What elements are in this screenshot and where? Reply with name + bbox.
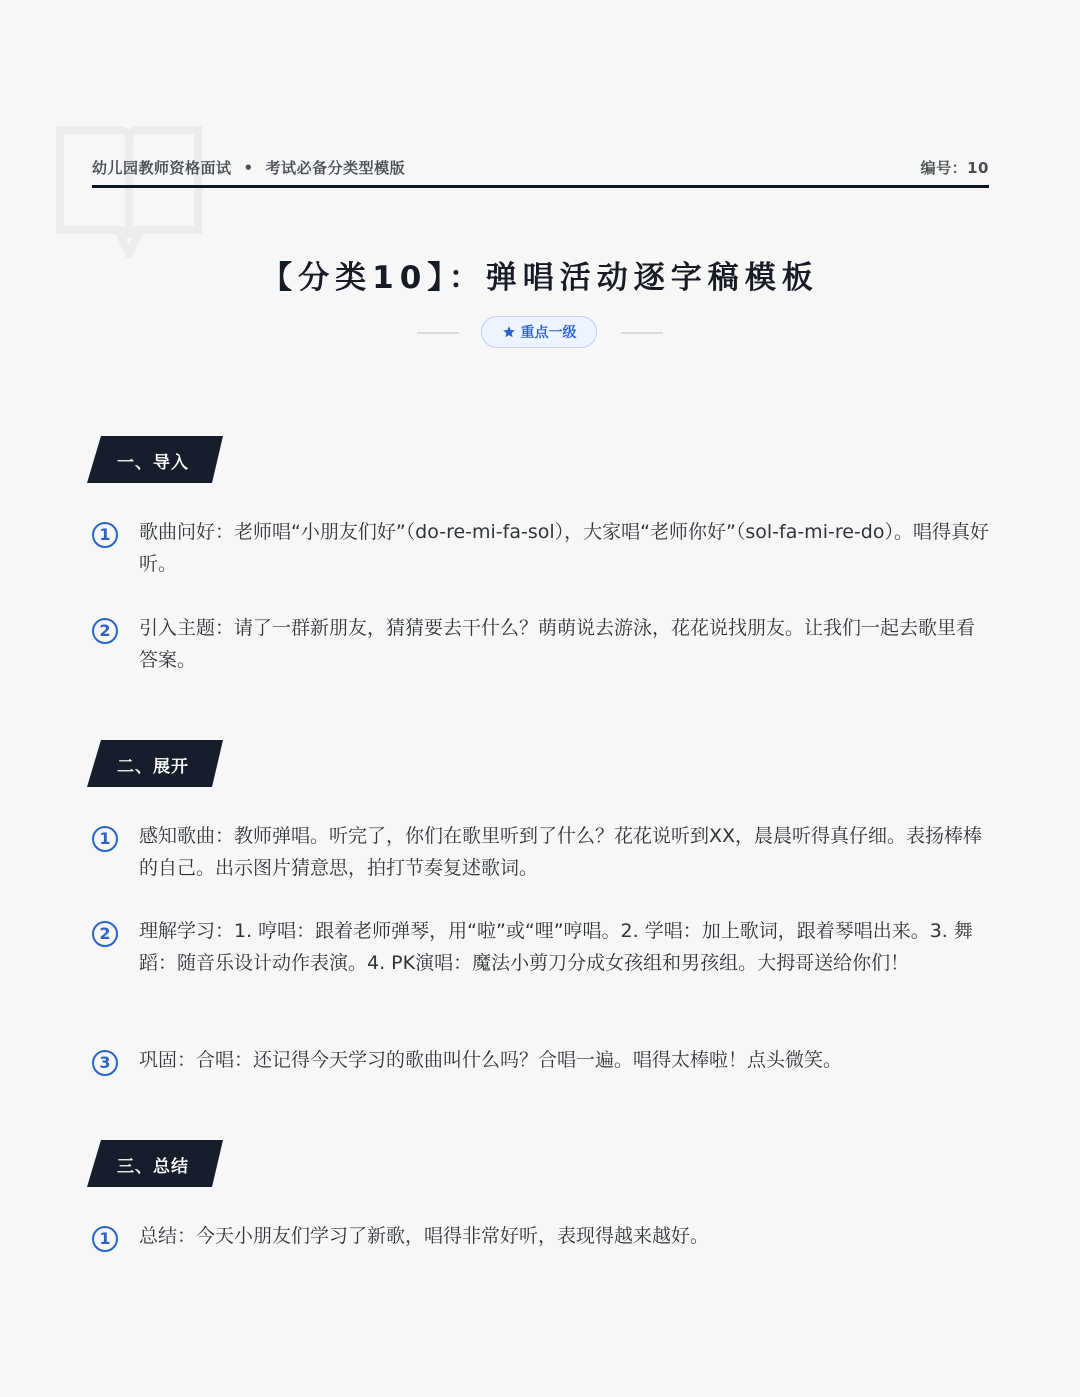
item-text: 歌曲问好：老师唱“小朋友们好”（do-re-mi-fa-sol），大家唱“老师你好”（sol-fa-mi-re-do）。唱得真好听。 bbox=[139, 521, 989, 575]
badge-right-line bbox=[621, 332, 663, 334]
circled-number-icon: 2 bbox=[92, 618, 118, 644]
item-text: 总结：今天小朋友们学习了新歌，唱得非常好听，表现得越来越好。 bbox=[139, 1225, 710, 1247]
badge-label: 重点一级 bbox=[520, 325, 577, 341]
section-heading-summary bbox=[87, 1140, 223, 1187]
item-text: 理解学习：1. 哼唱：跟着老师弹琴，用“啦”或“哩”哼唱。2. 学唱：加上歌词，跟着琴唱出来。3. 舞蹈：随音乐设计动作表演。4. PK演唱：魔法小剪刀分成女孩组和男孩组。大拇哥送给你们！ bbox=[139, 920, 973, 974]
circled-number-icon: 1 bbox=[92, 522, 118, 548]
page-header bbox=[92, 156, 989, 178]
section-heading-label: 二、展开 bbox=[117, 757, 189, 777]
header-left bbox=[92, 157, 405, 178]
badge-left-line bbox=[417, 332, 459, 334]
section-heading-label: 三、总结 bbox=[117, 1157, 189, 1177]
header-title: 幼儿园教师资格面试 bbox=[92, 158, 232, 177]
priority-badge bbox=[481, 316, 597, 348]
section-heading-label: 一、导入 bbox=[117, 453, 189, 473]
circled-number-icon: 1 bbox=[92, 826, 118, 852]
section-heading-develop bbox=[87, 740, 223, 787]
item-text: 感知歌曲：教师弹唱。听完了，你们在歌里听到了什么？花花说听到XX，晨晨听得真仔细。表扬棒棒的自己。出示图片猜意思，拍打节奏复述歌词。 bbox=[139, 825, 983, 879]
circled-number-icon: 1 bbox=[92, 1226, 118, 1252]
header-separator: • bbox=[243, 158, 254, 177]
item-text: 引入主题：请了一群新朋友，猜猜要去干什么？萌萌说去游泳，花花说找朋友。让我们一起去歌里看答案。 bbox=[139, 617, 976, 671]
page-title: 【分类10】：弹唱活动逐字稿模板 bbox=[261, 260, 819, 296]
item-text: 巩固：合唱：还记得今天学习的歌曲叫什么吗？合唱一遍。唱得太棒啦！点头微笑。 bbox=[139, 1049, 843, 1071]
circled-number-icon: 2 bbox=[92, 921, 118, 947]
circled-number-icon: 3 bbox=[92, 1050, 118, 1076]
header-divider bbox=[92, 185, 989, 188]
header-subtitle: 考试必备分类型模版 bbox=[265, 158, 406, 177]
book-watermark-icon bbox=[56, 126, 202, 258]
header-number: 编号：10 bbox=[920, 158, 989, 177]
star-icon bbox=[502, 325, 516, 339]
section-heading-intro bbox=[87, 436, 223, 483]
